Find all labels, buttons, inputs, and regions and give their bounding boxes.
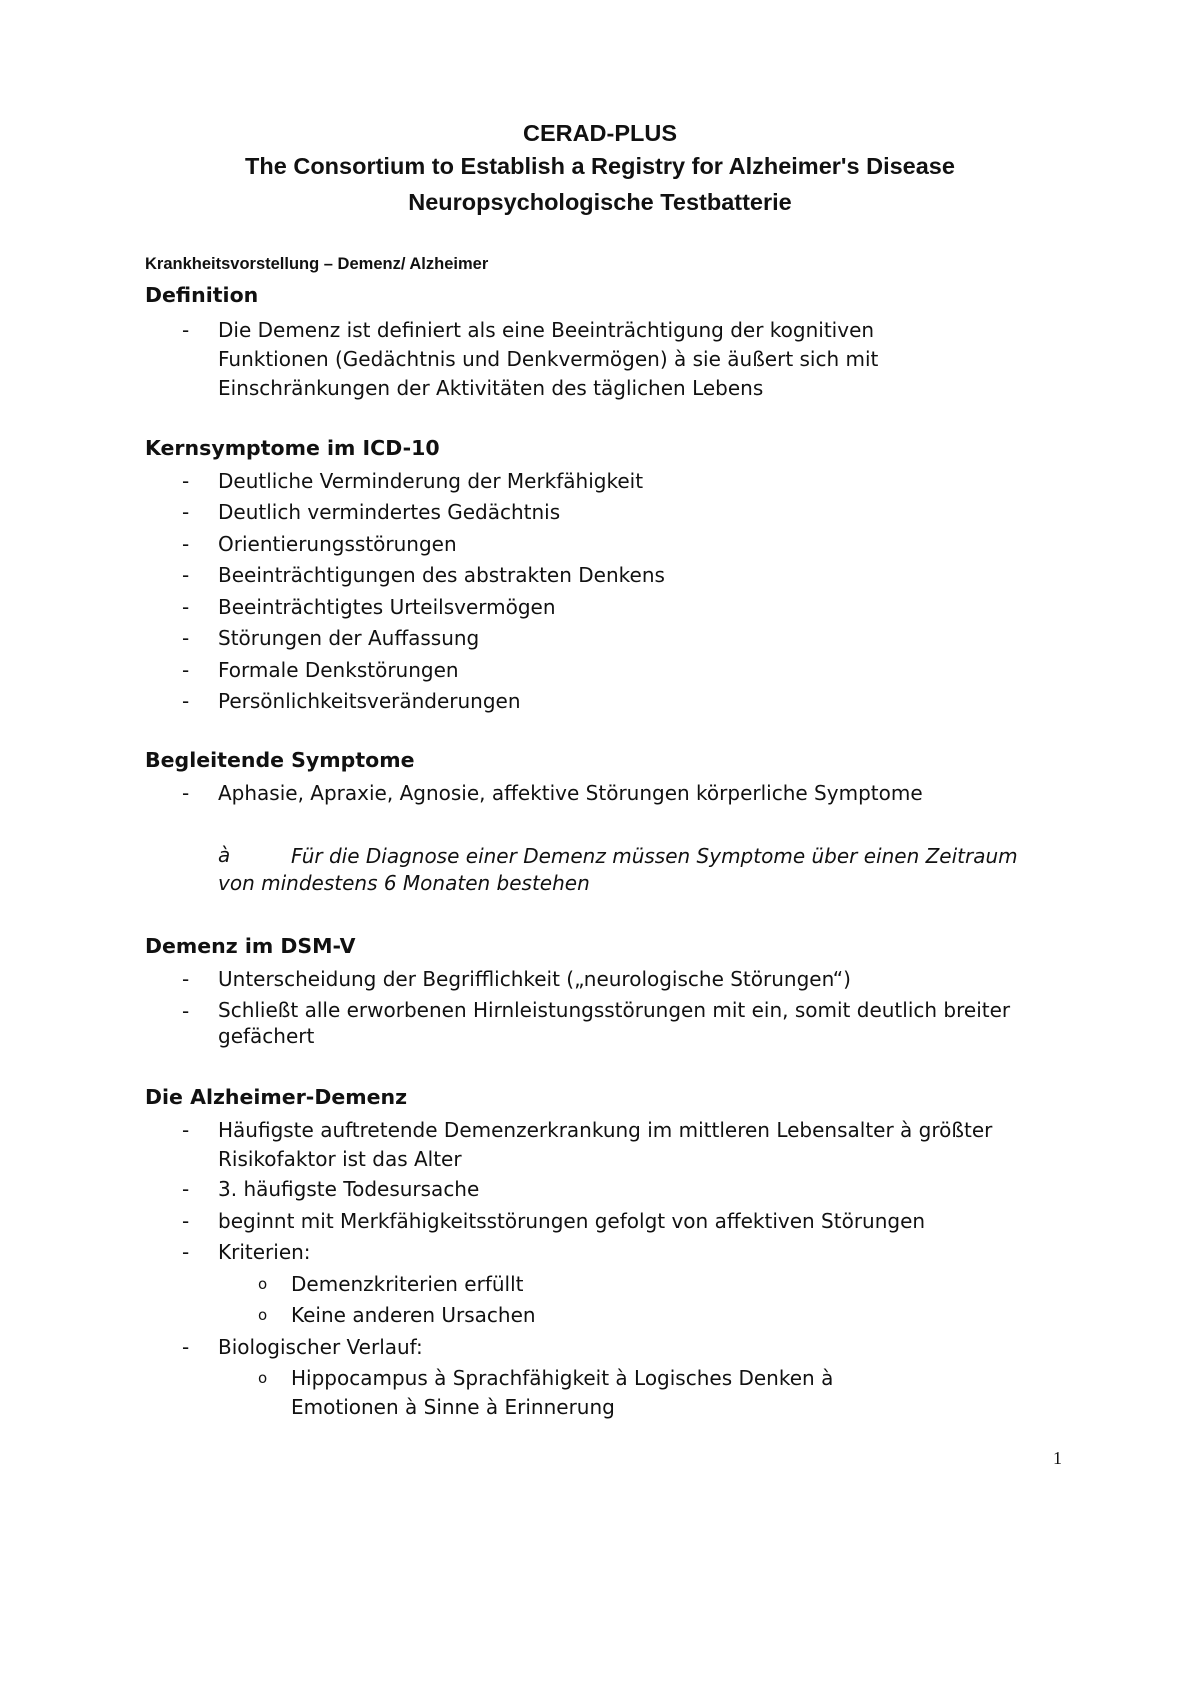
section-heading-dsm: Demenz im DSM-V: [145, 934, 356, 958]
sub-list-marker: o: [258, 1275, 268, 1293]
list-item: Formale Denkstörungen: [218, 658, 459, 682]
list-marker: -: [182, 781, 190, 805]
topic-subheading: Krankheitsvorstellung – Demenz/ Alzheimer: [145, 255, 489, 273]
list-item: Aphasie, Apraxie, Agnosie, affektive Störungen körperliche Symptome: [218, 781, 923, 805]
list-marker: -: [182, 689, 190, 713]
list-marker: -: [182, 469, 190, 493]
sub-list-marker: o: [258, 1369, 268, 1387]
list-marker: -: [182, 595, 190, 619]
list-item: Persönlichkeitsveränderungen: [218, 689, 521, 713]
list-item: Häufigste auftretende Demenzerkrankung im mittleren Lebensalter à größter Risikofaktor ist das Alter: [218, 1118, 993, 1171]
section-heading-alzheimer: Die Alzheimer-Demenz: [145, 1085, 408, 1109]
section-heading-definition: Definition: [145, 283, 259, 307]
list-item: Biologischer Verlauf:: [218, 1335, 423, 1359]
list-item: Deutliche Verminderung der Merkfähigkeit: [218, 469, 644, 493]
document-title-block: [0, 118, 1200, 220]
list-marker: -: [182, 967, 190, 991]
list-item: Störungen der Auffassung: [218, 626, 480, 650]
sub-list-item: Hippocampus à Sprachfähigkeit à Logisches Denken à Emotionen à Sinne à Erinnerung: [291, 1366, 834, 1419]
list-marker: -: [182, 1118, 190, 1142]
sub-list-marker: o: [258, 1306, 268, 1324]
list-marker: -: [182, 1240, 190, 1264]
list-marker: -: [182, 999, 190, 1023]
list-marker: -: [182, 1335, 190, 1359]
list-marker: -: [182, 500, 190, 524]
diagnosis-note: Für die Diagnose einer Demenz müssen Symptome über einen Zeitraum von mindestens 6 Monaten bestehen: [218, 844, 1018, 895]
list-item: Kriterien:: [218, 1240, 311, 1264]
title-line-2: The Consortium to Establish a Registry for Alzheimer's Disease: [245, 153, 955, 179]
list-item: 3. häufigste Todesursache: [218, 1177, 480, 1201]
list-item: Deutlich vermindertes Gedächtnis: [218, 500, 561, 524]
list-marker: -: [182, 626, 190, 650]
list-item: Die Demenz ist definiert als eine Beeinträchtigung der kognitiven Funktionen (Gedächtnis und Denkvermögen) à sie äußert sich mit Einschränkungen der Aktivitäten des täglichen Lebens: [218, 318, 879, 400]
list-marker: -: [182, 1209, 190, 1233]
section-heading-kernsymptome: Kernsymptome im ICD-10: [145, 436, 440, 460]
sub-list-item: Demenzkriterien erfüllt: [291, 1272, 524, 1296]
list-item: Beeinträchtigungen des abstrakten Denkens: [218, 563, 665, 587]
page-number: 1: [1053, 1448, 1062, 1468]
list-marker: -: [182, 563, 190, 587]
arrow-icon: à: [218, 843, 231, 867]
section-heading-begleitende: Begleitende Symptome: [145, 748, 415, 772]
sub-list-item: Keine anderen Ursachen: [291, 1303, 536, 1327]
list-item: Schließt alle erworbenen Hirnleistungsstörungen mit ein, somit deutlich breiter gefächert: [218, 998, 1011, 1048]
list-marker: -: [182, 318, 190, 342]
title-line-3: Neuropsychologische Testbatterie: [408, 189, 792, 215]
list-marker: -: [182, 1177, 190, 1201]
list-marker: -: [182, 532, 190, 556]
list-item: beginnt mit Merkfähigkeitsstörungen gefolgt von affektiven Störungen: [218, 1209, 926, 1233]
list-item: Beeinträchtigtes Urteilsvermögen: [218, 595, 556, 619]
list-item: Unterscheidung der Begrifflichkeit („neurologische Störungen“): [218, 967, 851, 991]
list-marker: -: [182, 658, 190, 682]
title-line-1: CERAD-PLUS: [522, 120, 678, 146]
list-item: Orientierungsstörungen: [218, 532, 457, 556]
